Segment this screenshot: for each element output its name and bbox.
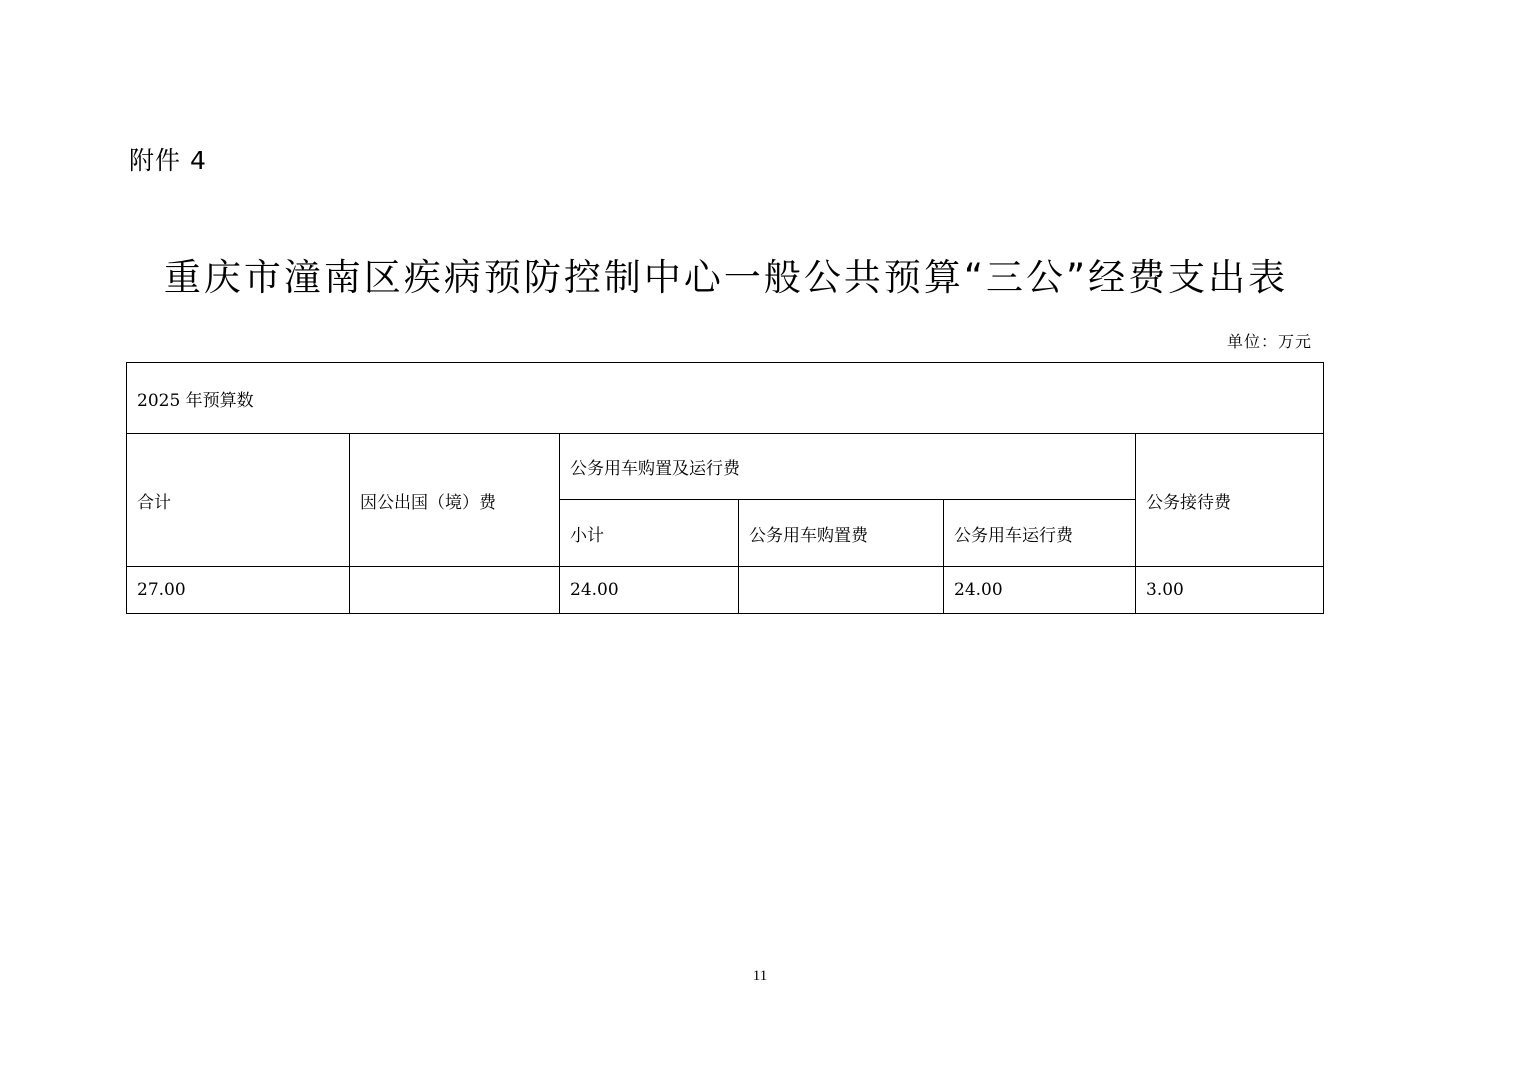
attachment-label: 附件 4 bbox=[129, 146, 207, 175]
vehicle-subtotal-header: 小计 bbox=[560, 500, 739, 567]
total-value: 27.00 bbox=[127, 567, 350, 614]
reception-value: 3.00 bbox=[1136, 567, 1324, 614]
table-row-header-1 bbox=[127, 434, 1324, 500]
vehicle-group-header: 公务用车购置及运行费 bbox=[560, 434, 1136, 500]
vehicle-operation-header: 公务用车运行费 bbox=[944, 500, 1136, 567]
overseas-value bbox=[350, 567, 560, 614]
vehicle-purchase-header: 公务用车购置费 bbox=[739, 500, 944, 567]
budget-table bbox=[126, 362, 1324, 614]
unit-label: 单位：万元 bbox=[1226, 332, 1312, 351]
table-row-year bbox=[127, 363, 1324, 434]
vehicle-operation-value: 24.00 bbox=[944, 567, 1136, 614]
total-header: 合计 bbox=[127, 434, 350, 567]
vehicle-purchase-value bbox=[739, 567, 944, 614]
reception-header: 公务接待费 bbox=[1136, 434, 1324, 567]
document-title: 重庆市潼南区疾病预防控制中心一般公共预算“三公”经费支出表 bbox=[163, 256, 1289, 299]
page-number: 11 bbox=[752, 968, 768, 984]
table-row-values bbox=[127, 567, 1324, 614]
vehicle-subtotal-value: 24.00 bbox=[560, 567, 739, 614]
year-header-cell: 2025 年预算数 bbox=[127, 363, 1324, 434]
overseas-header: 因公出国（境）费 bbox=[350, 434, 560, 567]
